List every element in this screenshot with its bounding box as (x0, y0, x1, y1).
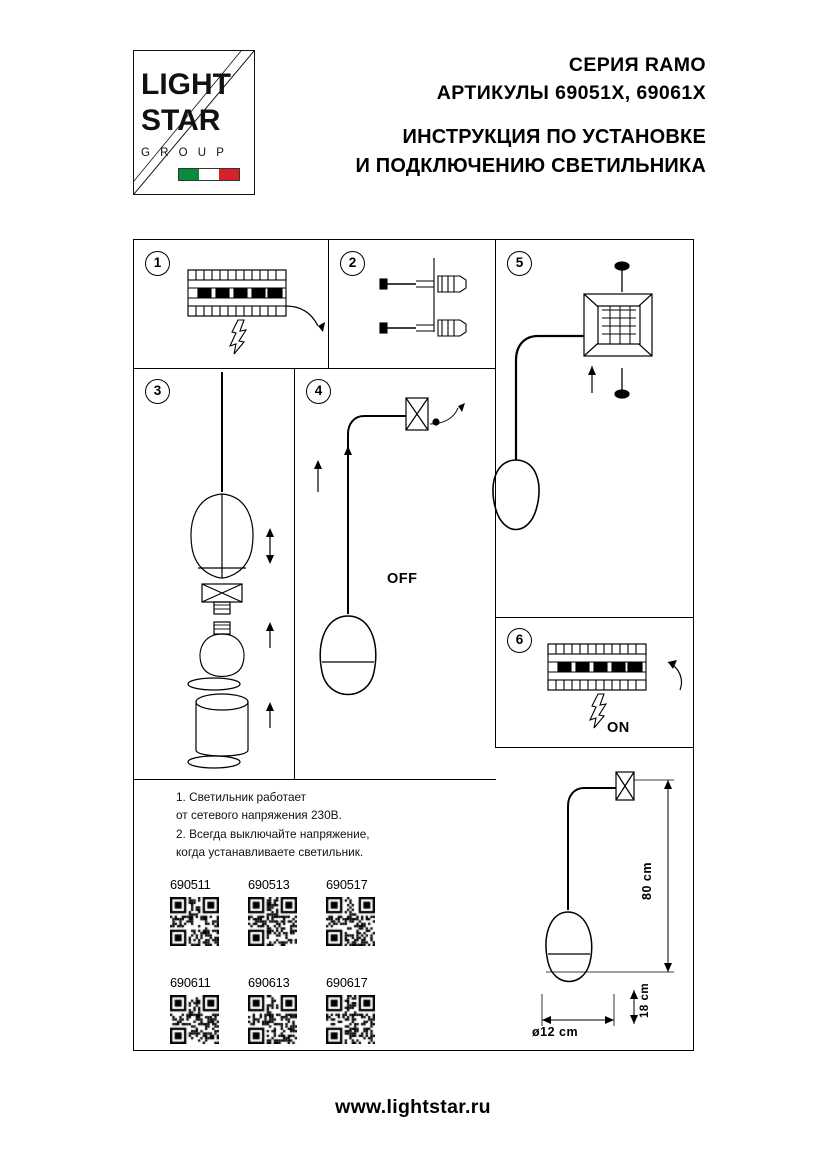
qr-row-2 (170, 975, 406, 1073)
qr-item-690613[interactable] (248, 975, 310, 1044)
step-badge-6: 6 (507, 628, 532, 653)
qr-row-1 (170, 877, 406, 975)
qr-image[interactable] (170, 897, 219, 946)
step-badge-2: 2 (340, 251, 365, 276)
note-line-2: от сетевого напряжения 230В. (176, 808, 342, 823)
note-line-1: 1. Светильник работает (176, 790, 307, 804)
qr-item-690511[interactable] (170, 877, 232, 946)
note-line-3: 2. Всегда выключайте напряжение, (176, 826, 370, 841)
lightstar-logo (133, 50, 255, 195)
qr-label: 690513 (248, 877, 290, 892)
logo-text-group: G R O U P (141, 147, 228, 159)
qr-label: 690511 (170, 877, 211, 892)
divider-h-step6 (495, 617, 694, 618)
qr-image[interactable] (248, 897, 297, 946)
qr-label: 690613 (248, 975, 290, 990)
step-6-caption: ON (607, 720, 630, 736)
qr-item-690611[interactable] (170, 975, 232, 1044)
qr-image[interactable] (170, 995, 219, 1044)
instruction-title-line2: И ПОДКЛЮЧЕНИЮ СВЕТИЛЬНИКА (355, 154, 706, 177)
note-line-4: когда устанавливаете светильник. (176, 844, 364, 859)
figure-mount-bracket-wall (502, 248, 692, 613)
step-badge-3: 3 (145, 379, 170, 404)
articles-line: АРТИКУЛЫ 69051X, 69061X (436, 81, 706, 104)
qr-label: 690617 (326, 975, 368, 990)
qr-image[interactable] (326, 995, 375, 1044)
figure-lift-lamp-to-bracket (298, 376, 494, 776)
divider-v-left (495, 240, 496, 748)
divider-h-notes (134, 779, 496, 780)
qr-label: 690517 (326, 877, 368, 892)
divider-h-top (134, 368, 495, 369)
italy-flag-icon (178, 168, 240, 181)
dimension-height-label: 80 cm (640, 862, 654, 900)
diagram-frame (133, 239, 694, 1051)
qr-code-table (170, 877, 406, 1073)
figure-dimensions (522, 758, 697, 1048)
qr-item-690513[interactable] (248, 877, 310, 946)
qr-label: 690611 (170, 975, 211, 990)
series-line: СЕРИЯ RAMO (568, 54, 706, 76)
figure-assemble-shade-bulb (152, 372, 294, 772)
figure-breaker-off (174, 258, 334, 363)
instruction-title-line1: ИНСТРУКЦИЯ ПО УСТАНОВКЕ (402, 126, 706, 149)
notes-block (176, 788, 412, 861)
qr-item-690517[interactable] (326, 877, 388, 946)
figure-screws-dowels (372, 254, 492, 362)
qr-item-690617[interactable] (326, 975, 388, 1044)
footer-website[interactable]: www.lightstar.ru (335, 1096, 491, 1118)
dimension-diameter-label: ø12 cm (532, 1025, 579, 1039)
page-header (0, 0, 826, 215)
divider-v-mid (294, 368, 295, 779)
dimension-depth-label: 18 cm (639, 982, 651, 1018)
step-badge-4: 4 (306, 379, 331, 404)
qr-image[interactable] (326, 897, 375, 946)
header-text-block (266, 52, 706, 180)
step-1-caption: OFF (387, 571, 418, 587)
logo-text-light: LIGHT (141, 68, 231, 101)
qr-image[interactable] (248, 995, 297, 1044)
logo-text-star: STAR (141, 104, 221, 137)
step-badge-1: 1 (145, 251, 170, 276)
step-badge-5: 5 (507, 251, 532, 276)
divider-h-step7 (495, 747, 694, 748)
